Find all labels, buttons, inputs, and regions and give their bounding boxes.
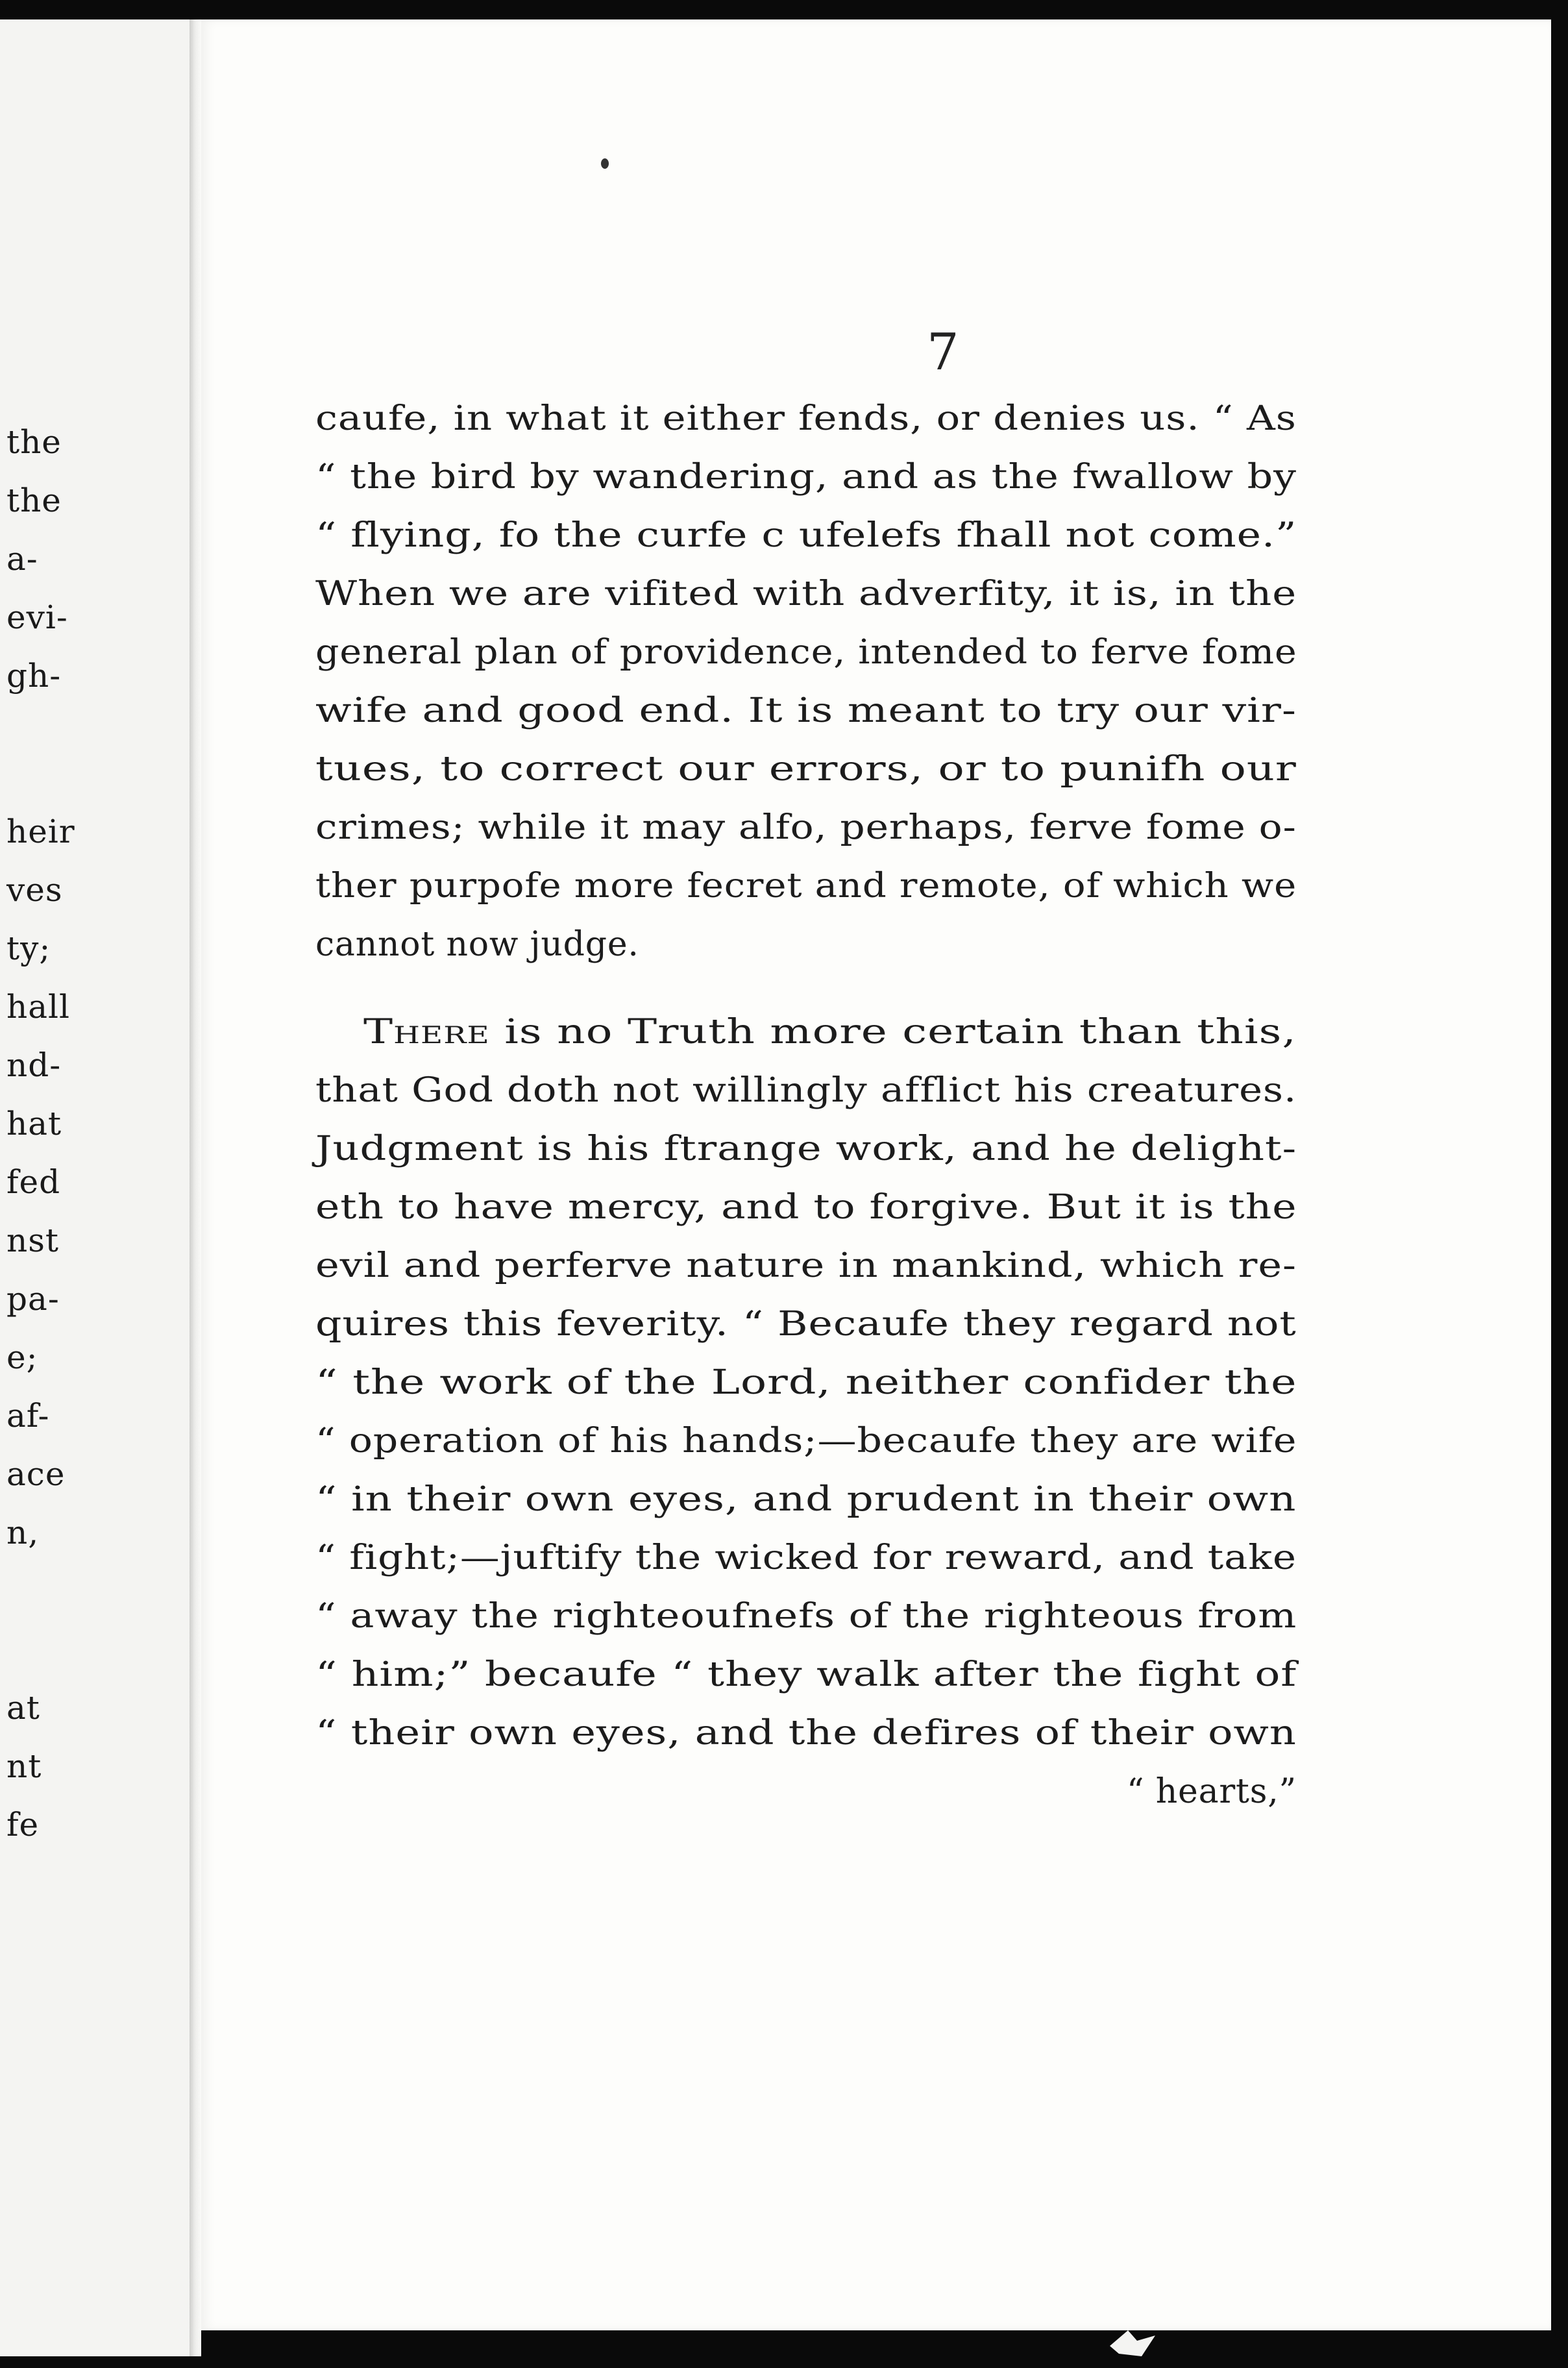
paragraph-first-line-rest: is no Truth more certain than this, xyxy=(489,1013,1297,1052)
text-line: “ operation of his hands;—becaufe they are wife xyxy=(315,1422,1297,1461)
text-line: tues, to correct our errors, or to punifh our xyxy=(315,750,1297,789)
text-line: caufe, in what it either fends, or denies us. “ As xyxy=(315,399,1297,438)
text-line: “ the bird by wandering, and as the fwallow by xyxy=(315,458,1297,497)
ink-mark xyxy=(601,158,609,169)
left-fragment: hat xyxy=(6,1105,62,1142)
left-fragment: ace xyxy=(6,1455,66,1493)
text-line: “ in their own eyes, and prudent in their own xyxy=(315,1480,1297,1519)
text-line xyxy=(363,1013,1297,1052)
left-fragment: nt xyxy=(6,1747,42,1785)
left-fragment: fe xyxy=(6,1806,40,1844)
left-page-edge xyxy=(0,19,190,2356)
paragraph-lead-word: There xyxy=(363,1013,490,1052)
catchword: “ hearts,” xyxy=(1127,1772,1297,1811)
text-line: evil and perferve nature in mankind, which re- xyxy=(315,1246,1297,1285)
left-fragment: nd- xyxy=(6,1046,62,1084)
left-fragment: a- xyxy=(6,540,38,578)
text-line: When we are vifited with adverfity, it is, in the xyxy=(315,574,1297,613)
left-fragment: ves xyxy=(6,871,63,909)
left-fragment: heir xyxy=(6,813,75,850)
left-fragment: fed xyxy=(6,1163,61,1201)
text-line: eth to have mercy, and to forgive. But it is the xyxy=(315,1188,1297,1227)
book-spine xyxy=(190,19,201,2356)
text-line: “ away the righteoufnefs of the righteous from xyxy=(315,1597,1297,1636)
text-line: “ him;” becaufe “ they walk after the fight of xyxy=(315,1655,1297,1694)
text-line: Judgment is his ftrange work, and he delight- xyxy=(315,1129,1297,1168)
text-line: crimes; while it may alfo, perhaps, ferve fome o- xyxy=(315,808,1297,847)
text-line: general plan of providence, intended to ferve fome xyxy=(315,633,1297,672)
left-fragment: gh- xyxy=(6,657,62,695)
text-line: wife and good end. It is meant to try our vir- xyxy=(315,691,1297,730)
text-line: cannot now judge. xyxy=(315,925,639,964)
left-fragment: the xyxy=(6,482,62,519)
text-line: “ fight;—juftify the wicked for reward, and take xyxy=(315,1538,1297,1577)
left-fragment: n, xyxy=(6,1514,40,1551)
left-fragment: at xyxy=(6,1689,40,1727)
text-line: “ the work of the Lord, neither confider the xyxy=(315,1363,1297,1402)
left-fragment: e; xyxy=(6,1338,38,1376)
text-line: that God doth not willingly afflict his creatures. xyxy=(315,1071,1297,1110)
page-edge-mark xyxy=(1110,2330,1155,2356)
left-fragment: nst xyxy=(6,1222,59,1259)
left-fragment: the xyxy=(6,423,62,461)
left-fragment: hall xyxy=(6,988,70,1026)
text-line: quires this feverity. “ Becaufe they regard not xyxy=(315,1305,1297,1344)
left-fragment: evi- xyxy=(6,598,68,636)
text-line: “ flying, fo the curfe c ufelefs fhall not come.” xyxy=(315,516,1297,555)
page-number: 7 xyxy=(927,323,959,382)
left-fragment: ty; xyxy=(6,930,51,967)
text-line: ther purpofe more fecret and remote, of which we xyxy=(315,867,1297,906)
right-page xyxy=(201,19,1551,2330)
text-line: “ their own eyes, and the defires of their own xyxy=(315,1714,1297,1753)
left-fragment: af- xyxy=(6,1397,50,1435)
left-fragment: pa- xyxy=(6,1280,60,1318)
